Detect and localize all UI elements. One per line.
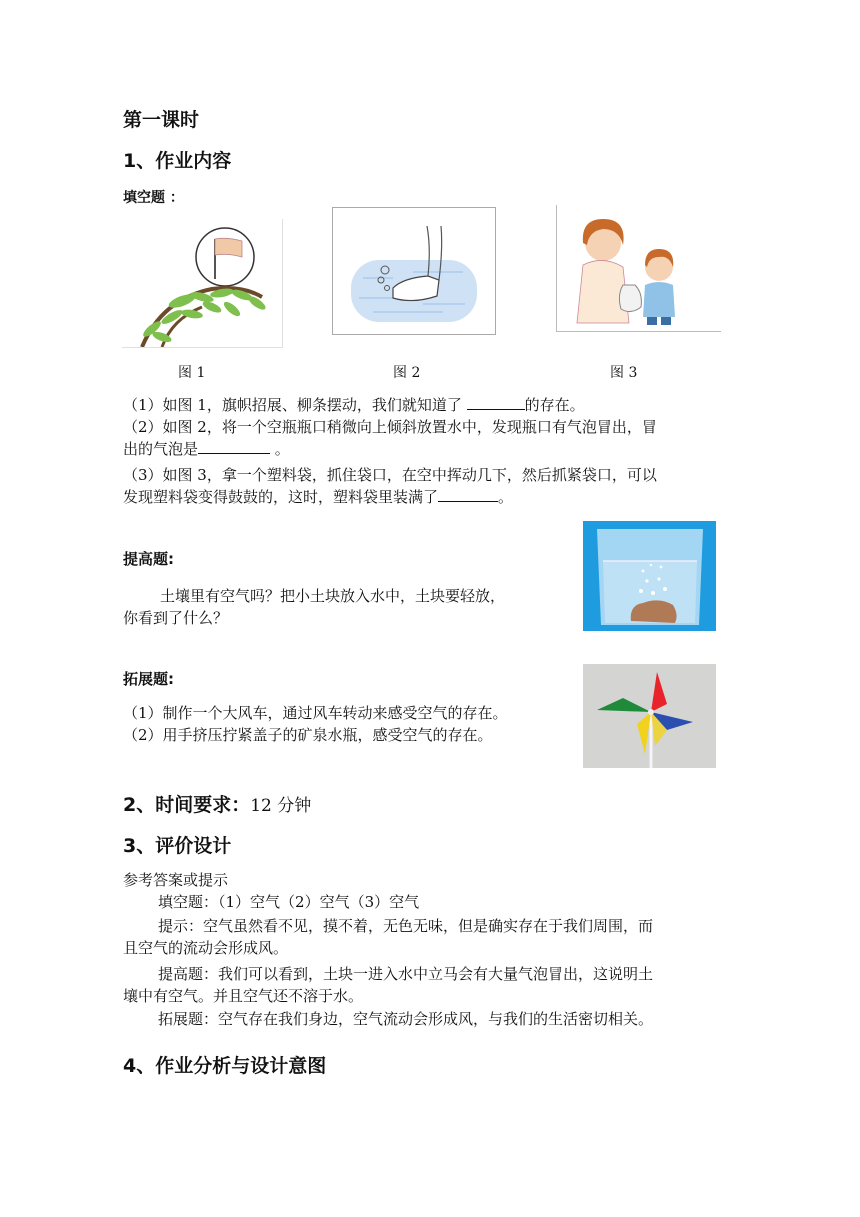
evaluation-advanced-line1: 提高题：我们可以看到，土块一进入水中立马会有大量气泡冒出，这说明土	[158, 965, 654, 983]
advanced-line1: 土壤里有空气吗？把小土块放入水中，土块要轻放，	[160, 587, 506, 605]
evaluation-extension: 拓展题：空气存在我们身边，空气流动会形成风，与我们的生活密切相关。	[158, 1010, 654, 1028]
question-1-text: （1）如图 1，旗帜招展、柳条摆动，我们就知道了	[123, 396, 462, 414]
question-1	[123, 394, 585, 416]
flag-tree-icon	[122, 219, 282, 347]
fill-blank-label: 填空题 ：	[123, 190, 184, 206]
beaker-photo	[583, 521, 716, 631]
question-3-line1: （3）如图 3，拿一个塑料袋，抓住袋口，在空中挥动几下，然后抓紧袋口，可以	[123, 466, 657, 484]
figure-1-caption: 图 1	[178, 365, 206, 381]
question-2-line2	[123, 438, 290, 460]
evaluation-answer: 填空题：（1）空气（2）空气（3）空气	[158, 893, 420, 911]
advanced-label: 提高题:	[123, 550, 174, 568]
evaluation-advanced-line2: 壤中有空气。并且空气还不溶于水。	[123, 987, 364, 1005]
pinwheel-photo	[583, 664, 716, 768]
figure-1	[122, 219, 283, 348]
advanced-line2: 你看到了什么？	[123, 609, 229, 627]
evaluation-hint-line2: 且空气的流动会形成风。	[123, 939, 289, 957]
question-3-blank[interactable]	[438, 486, 498, 502]
question-2-end: 。	[274, 440, 290, 458]
extension-item-2: （2）用手挤压拧紧盖子的矿泉水瓶，感受空气的存在。	[123, 726, 493, 744]
pinwheel-icon	[583, 664, 716, 768]
section-2-heading	[123, 790, 311, 817]
question-2-text: 出的气泡是	[123, 440, 199, 458]
evaluation-hint-line1: 提示：空气虽然看不见，摸不着，无色无味，但是确实存在于我们周围，而	[158, 917, 654, 935]
lesson-title: 第一课时	[123, 109, 200, 131]
evaluation-heading: 参考答案或提示	[123, 871, 229, 889]
question-1-end: 的存在。	[524, 396, 585, 414]
figure-3-caption: 图 3	[610, 365, 638, 381]
time-requirement-label: 2、时间要求：	[123, 794, 251, 816]
question-1-blank[interactable]	[467, 394, 525, 410]
time-requirement-value: 12 分钟	[250, 796, 312, 816]
extension-item-1: （1）制作一个大风车，通过风车转动来感受空气的存在。	[123, 704, 508, 722]
question-3-end: 。	[498, 488, 514, 506]
soil-in-beaker-icon	[583, 521, 716, 631]
figure-2	[332, 207, 496, 335]
question-2-line1: （2）如图 2，将一个空瓶瓶口稍微向上倾斜放置水中，发现瓶口有气泡冒出，冒	[123, 418, 657, 436]
figure-3	[556, 205, 721, 332]
question-3-text: 发现塑料袋变得鼓鼓的，这时，塑料袋里装满了	[123, 488, 439, 506]
section-3-heading: 3、评价设计	[123, 835, 232, 857]
section-1-heading: 1、作业内容	[123, 150, 232, 172]
bottle-in-water-icon	[333, 208, 495, 334]
section-4-heading: 4、作业分析与设计意图	[123, 1055, 327, 1077]
mother-child-bag-icon	[557, 205, 721, 331]
extension-label: 拓展题:	[123, 670, 174, 688]
figure-2-caption: 图 2	[393, 365, 421, 381]
question-3-line2	[123, 486, 513, 508]
question-2-blank[interactable]	[198, 438, 270, 454]
